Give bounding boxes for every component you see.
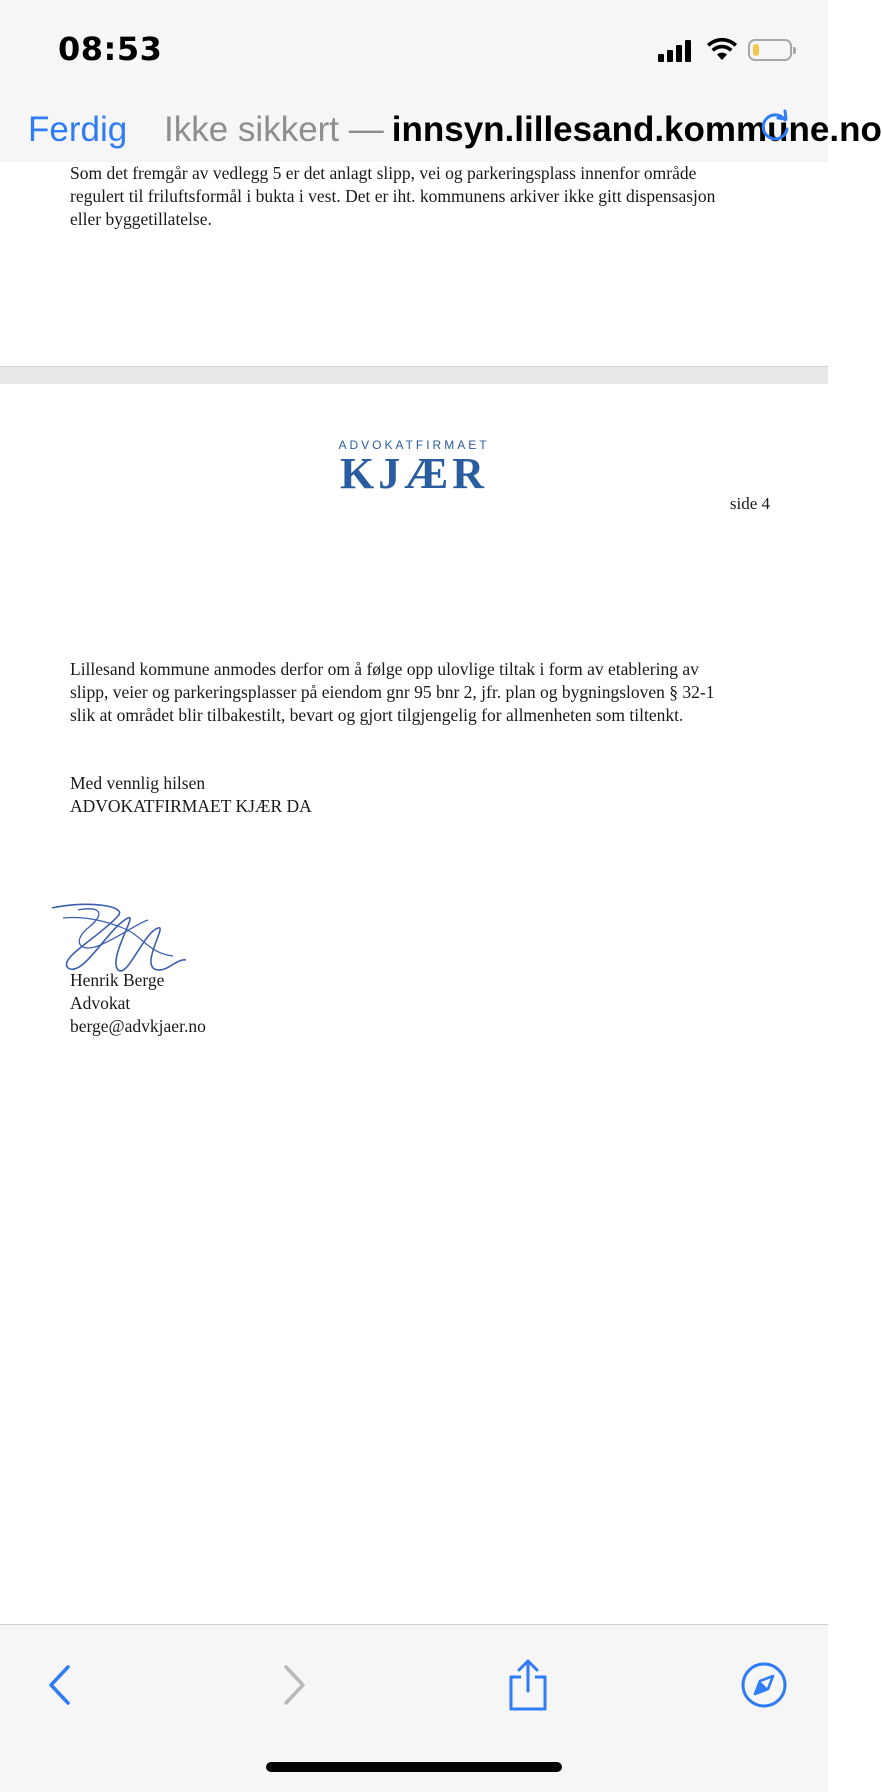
text-line: Lillesand kommune anmodes derfor om å følge opp ulovlige tiltak i form av etablering av — [70, 659, 699, 679]
previous-page-text — [70, 162, 770, 231]
signer-name: Henrik Berge — [70, 970, 165, 990]
status-bar — [0, 0, 828, 96]
text-line: Som det fremgår av vedlegg 5 er det anlagt slipp, vei og parkeringsplass innenfor område — [70, 163, 697, 183]
text-line: regulert til friluftsformål i bukta i vest. Det er iht. kommunens arkiver ikke gitt dispensasjon — [70, 186, 716, 206]
reload-icon[interactable] — [756, 108, 794, 146]
battery-icon — [748, 39, 792, 61]
status-icons — [658, 34, 792, 66]
battery-level — [753, 44, 759, 56]
page-number: side 4 — [729, 494, 770, 513]
back-icon[interactable] — [33, 1657, 89, 1713]
pdf-page-current — [0, 384, 828, 1624]
text-line: slipp, veier og parkeringsplasser på eiendom gnr 95 bnr 2, jfr. plan og bygningsloven § 32-1 — [70, 682, 715, 702]
page-separator — [0, 366, 828, 386]
text-line: eller byggetillatelse. — [70, 209, 212, 229]
cellular-signal-icon — [658, 38, 694, 62]
closing-greeting: Med vennlig hilsen — [70, 773, 206, 793]
compass-icon[interactable] — [736, 1657, 792, 1713]
pdf-viewer[interactable] — [0, 163, 828, 1624]
not-secure-label: Ikke sikkert — — [164, 110, 384, 149]
done-button[interactable]: Ferdig — [28, 110, 128, 149]
home-indicator — [266, 1762, 562, 1772]
wifi-icon — [706, 38, 738, 62]
signer-title: Advokat — [70, 993, 131, 1013]
forward-icon[interactable] — [265, 1657, 321, 1713]
status-time: 08:53 — [58, 30, 163, 68]
share-icon[interactable] — [500, 1657, 556, 1713]
handwritten-signature — [48, 898, 188, 988]
url-field[interactable] — [164, 110, 882, 150]
closing-firm: ADVOKATFIRMAET KJÆR DA — [70, 796, 312, 816]
letterhead-subtitle: ADVOKATFIRMAET — [338, 438, 490, 452]
signer-email: berge@advkjaer.no — [70, 1016, 206, 1036]
letter-body — [70, 658, 770, 818]
text-line: slik at området blir tilbakestilt, bevart og gjort tilgjengelig for allmenheten som tiltenkt. — [70, 705, 684, 725]
letterhead-logo: KJÆR — [340, 449, 488, 498]
url-host: innsyn.lillesand.kommune.no — [391, 110, 882, 149]
